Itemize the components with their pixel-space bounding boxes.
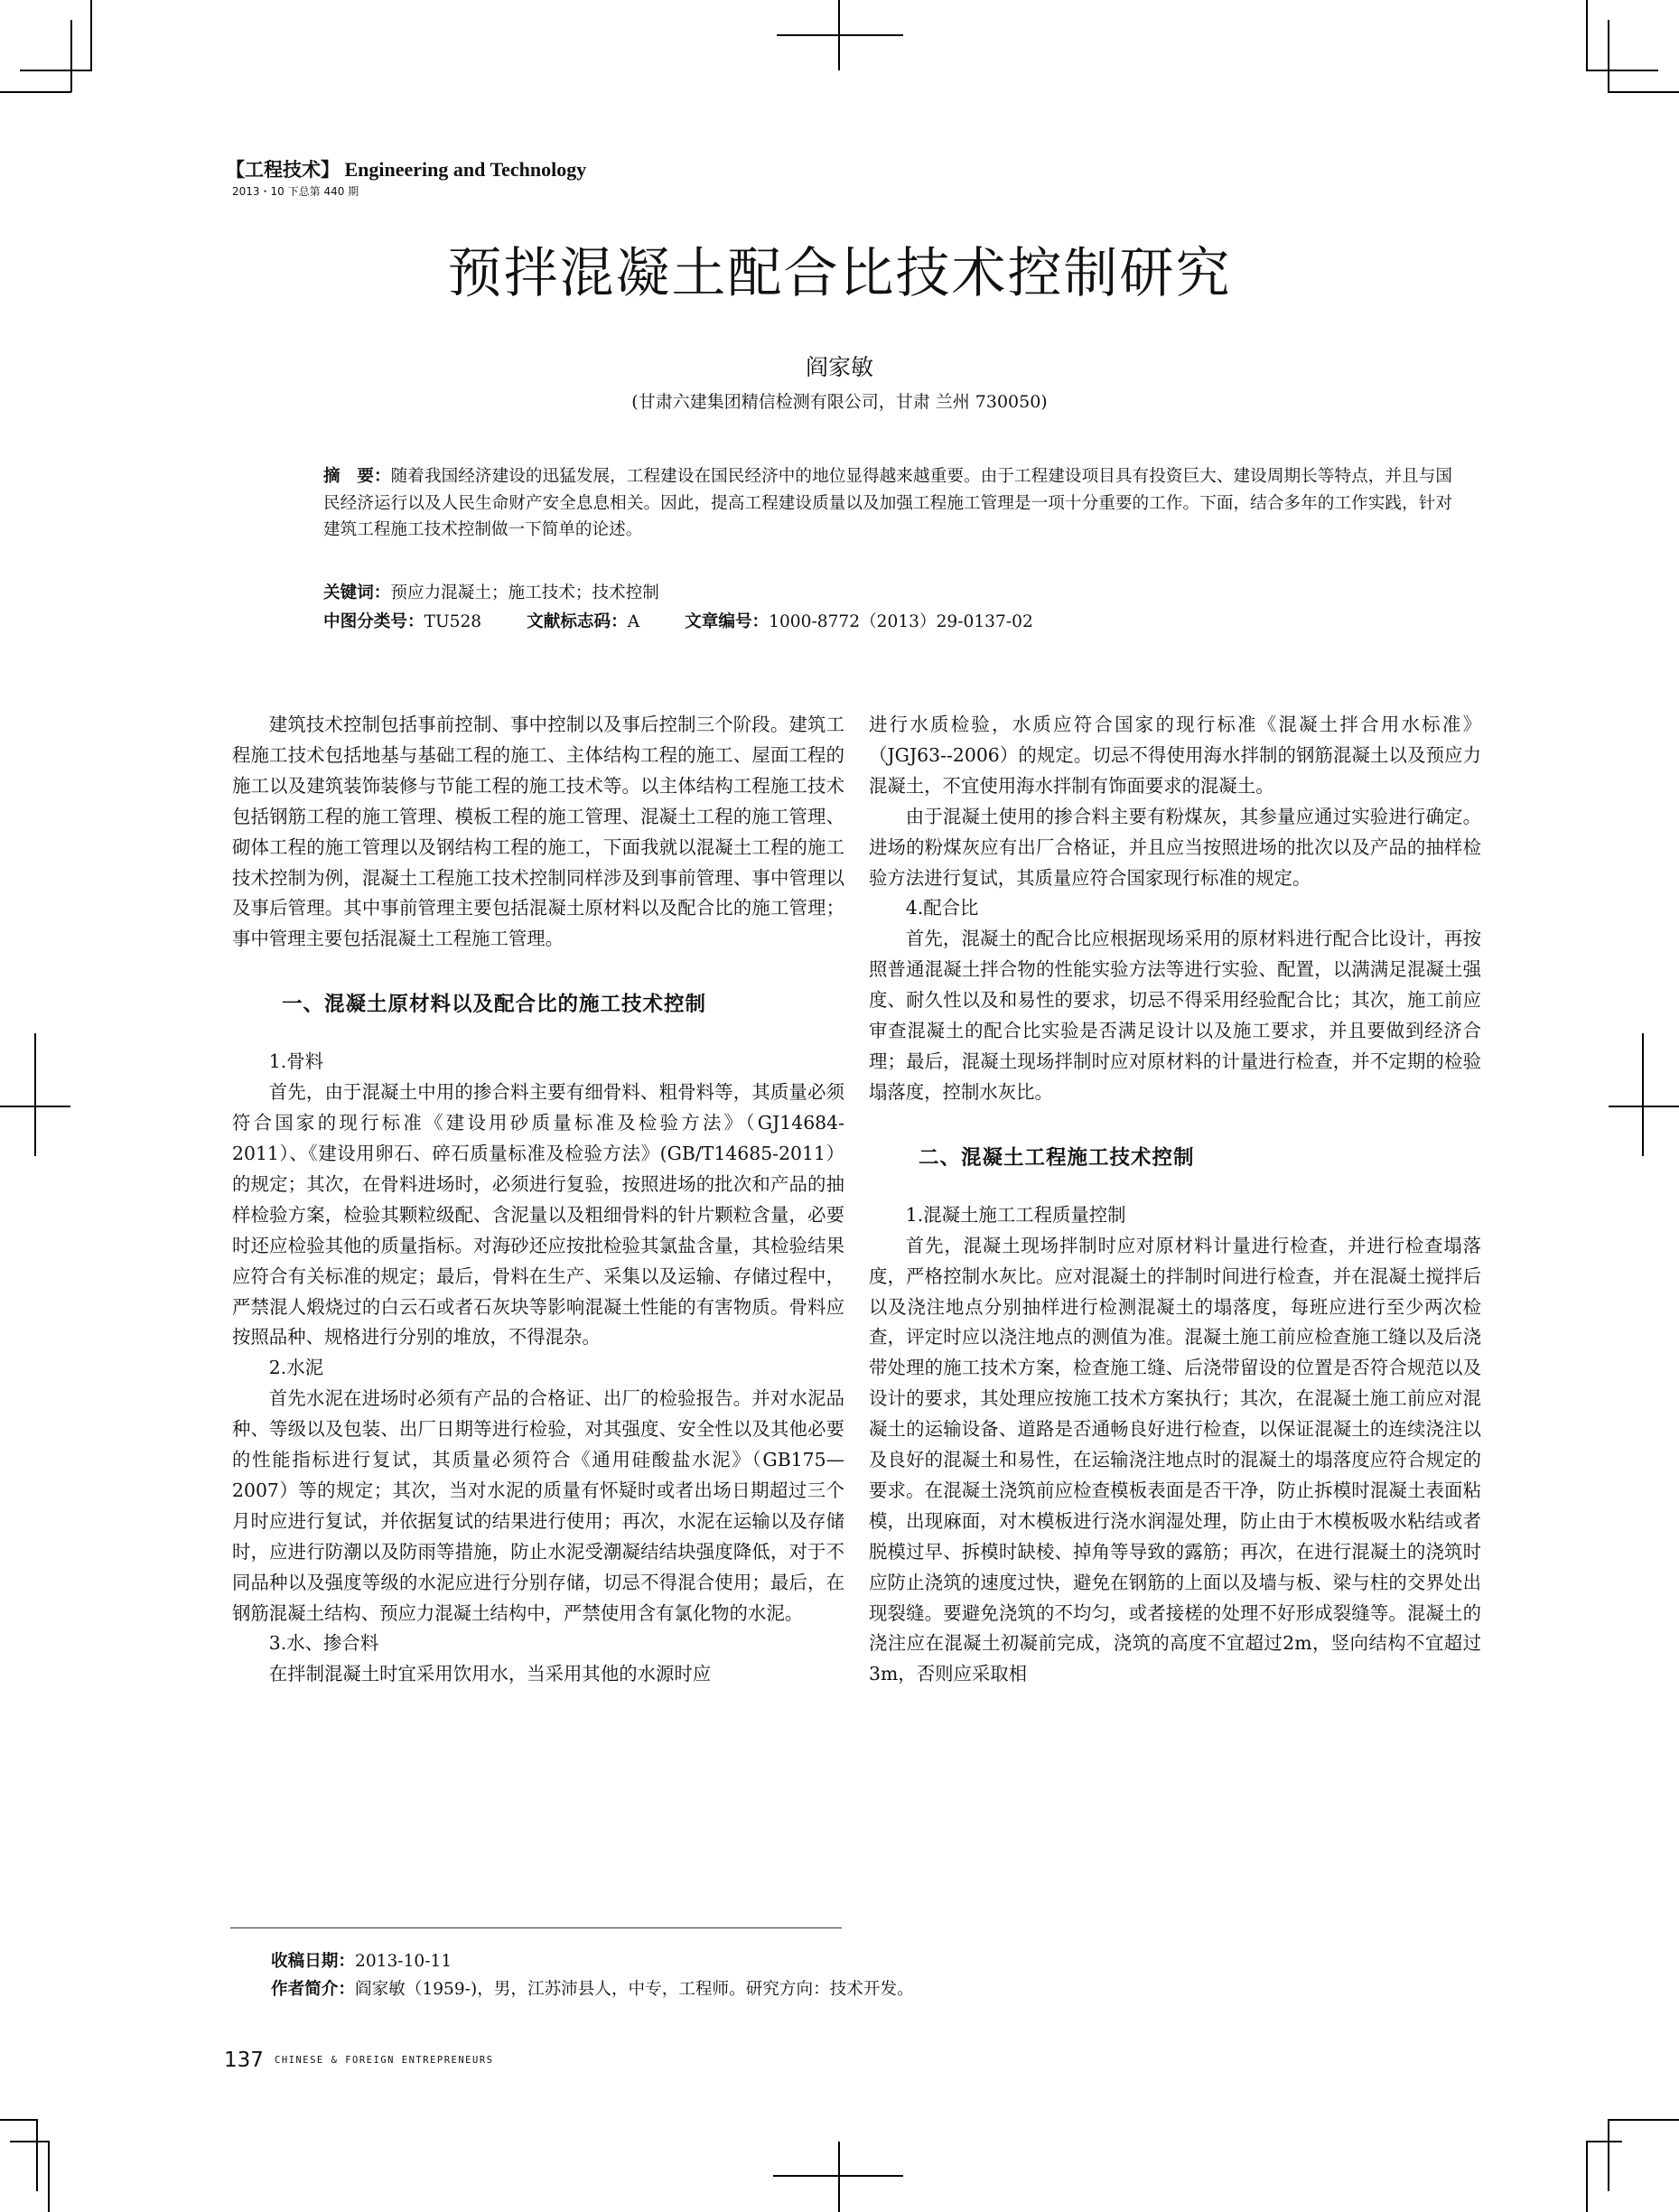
subsection-1-3-heading: 3.水、掺合料: [268, 1632, 379, 1655]
crop-mark: [1586, 70, 1658, 71]
article-no-value: 1000-8772（2013）29-0137-02: [769, 612, 1033, 631]
subsection-1-3-text2: 由于混凝土使用的掺合料主要有粉煤灰，其参量应通过实验进行确定。进场的粉煤灰应有出厂合格证，并且应当按照进场的批次以及产品的抽样检验方法进行复试，其质量应符合国家现行标准的规定。: [869, 805, 1481, 889]
crop-mark: [1586, 2141, 1588, 2212]
subsection-2-1-heading: 1.混凝土施工工程质量控制: [905, 1203, 1126, 1226]
body-column-right: [869, 710, 1481, 1690]
bio-label: 作者简介：: [271, 1980, 355, 1999]
body-column-left: [232, 710, 844, 1690]
section-header-en: Engineering and Technology: [344, 158, 587, 181]
subsection-1-3-text: 在拌制混凝土时宜采用饮用水，当采用其他的水源时应: [268, 1663, 712, 1685]
doc-code-label: 文献标志码：: [527, 612, 628, 631]
page-number: 137: [224, 2049, 264, 2072]
crop-mark: [0, 1106, 70, 1107]
subsection-1-2-heading: 2.水泥: [268, 1357, 324, 1379]
classification-line: [323, 609, 1033, 632]
subsection-2-1-text: 首先，混凝土现场拌制时应对原材料计量进行检查，并进行检查塌落度，严格控制水灰比。应对混凝土的拌制时间进行检查，并在混凝土搅拌后以及浇注地点分别抽样进行检测混凝土的塌落度，每班应进行至少两次检查，评定时应以浇注地点的测值为准。混凝土施工前应检查施工缝以及后浇带处理的施工技术方案，检查施工缝、后浇带留设的位置是否符合规范以及设计的要求，其处理应按施工技术方案执行；其次，在混凝土施工前应对混凝土的运输设备、道路是否通畅良好进行检查，以保证混凝土的连续浇注以及良好的混凝土和易性，在运输浇注地点时的混凝土的塌落度应符合规定的要求。在混凝土浇筑前应检查模板表面是否干净，防止拆模时混凝土表面粘模，出现麻面，对木模板进行浇水润湿处理，防止由于木模板吸水粘结或者脱模过早、拆模时缺棱、掉角等导致的露筋；再次，在进行混凝土的浇筑时应防止浇筑的速度过快，避免在钢筋的上面以及墙与板、梁与柱的交界处出现裂缝。要避免浇筑的不均匀，或者接槎的处理不好形成裂缝等。混凝土的浇注应在混凝土初凝前完成，浇筑的高度不宜超过2m，竖向结构不宜超过3m，否则应采取相: [869, 1234, 1481, 1685]
subsection-1-4-heading: 4.配合比: [905, 897, 979, 919]
received-date-line: [271, 1948, 452, 1972]
clc-label: 中图分类号：: [323, 612, 424, 631]
subsection-1-1-text: 首先，由于混凝土中用的掺合料主要有细骨料、粗骨料等，其质量必须符合国家的现行标准《建设用砂质量标准及检验方法》（GJ14684-2011）、《建设用卵石、碎石质量标准及检验方法》(GB/T14685-2011）的规定；其次，在骨料进场时，必须进行复验，按照进场的批次和产品的抽样检验方案，检验其颗粒级配、含泥量以及粗细骨料的针片颗粒含量，必要时还应检验其他的质量指标。对海砂还应按批检验其氯盐含量，其检验结果应符合有关标准的规定；最后，骨料在生产、采集以及运输、存储过程中，严禁混人煅烧过的白云石或者石灰块等影响混凝土性能的有害物质。骨料应按照品种、规格进行分别的堆放，不得混杂。: [232, 1081, 845, 1349]
crop-mark: [1609, 1106, 1679, 1107]
abstract-text: 随着我国经济建设的迅猛发展，工程建设在国民经济中的地位显得越来越重要。由于工程建设项目具有投资巨大、建设周期长等特点，并且与国民经济运行以及人民生命财产安全息息相关。因此，提高工程建设质量以及加强工程施工管理是一项十分重要的工作。下面，结合多年的工作实践，针对建筑工程施工技术控制做一下简单的论述。: [323, 467, 1452, 539]
section-header-cn: 【工程技术】: [226, 159, 340, 181]
clc-value: TU528: [424, 612, 482, 631]
section-1-heading: 一、混凝土原材料以及配合比的施工技术控制: [282, 993, 707, 1017]
crop-mark: [1586, 0, 1588, 70]
journal-name: CHINESE & FOREIGN ENTREPRENEURS: [275, 2055, 494, 2066]
crop-mark: [1608, 2119, 1609, 2191]
author-bio-line: [271, 1976, 914, 2000]
subsection-1-2-text: 首先水泥在进场时必须有产品的合格证、出厂的检验报告。并对水泥品种、等级以及包装、出厂日期等进行检验，对其强度、安全性以及其他必要的性能指标进行复试，其质量必须符合《通用硅酸盐水泥》（GB175—2007）等的规定；其次，当对水泥的质量有怀疑时或者出场日期超过三个月时应进行复试，并依据复试的结果进行使用；再次，水泥在运输以及存储时，应进行防潮以及防雨等措施，防止水泥受潮凝结结块强度降低，对于不同品种以及强度等级的水泥应进行分别存储，切忌不得混合使用；最后，在钢筋混凝土结构、预应力混凝土结构中，严禁使用含有氯化物的水泥。: [232, 1387, 844, 1624]
received-date: 2013-10-11: [354, 1952, 452, 1971]
crop-mark: [1642, 1033, 1644, 1156]
crop-mark: [0, 91, 71, 93]
crop-mark: [90, 0, 92, 70]
subsection-1-1-heading: 1.骨料: [268, 1050, 324, 1073]
section-2-heading: 二、混凝土工程施工技术控制: [919, 1145, 1195, 1170]
author-bio: 阎家敏（1959-)，男，江苏沛县人，中专，工程师。研究方向：技术开发。: [354, 1980, 914, 1999]
received-label: 收稿日期：: [271, 1952, 355, 1971]
section-header: [226, 155, 586, 182]
crop-mark: [1608, 20, 1609, 92]
abstract: [323, 463, 1452, 544]
crop-mark: [36, 2119, 38, 2191]
doc-code-value: A: [627, 612, 640, 631]
crop-mark: [773, 2175, 903, 2177]
crop-mark: [1608, 91, 1679, 93]
subsection-1-4-text: 首先，混凝土的配合比应根据现场采用的原材料进行配合比设计，再按照普通混凝土拌合物的性能实验方法等进行实验、配置，以满满足混凝土强度、耐久性以及和易性的要求，切忌不得采用经验配合比；其次，施工前应审查混凝土的配合比实验是否满足设计以及施工要求，并且要做到经济合理；最后，混凝土现场拌制时应对原材料的计量进行检查，并不定期的检验塌落度，控制水灰比。: [869, 928, 1481, 1103]
crop-mark: [70, 20, 72, 92]
crop-mark: [777, 34, 903, 36]
issue-info: 2013・10 下总第 440 期: [232, 185, 359, 198]
keywords-line: [323, 580, 659, 603]
crop-mark: [10, 2141, 49, 2142]
footnote-separator: [230, 1927, 842, 1928]
keywords: 预应力混凝土；施工技术；技术控制: [390, 583, 659, 602]
crop-mark: [34, 1033, 36, 1156]
abstract-label: 摘 要：: [323, 467, 391, 486]
crop-mark: [1586, 2141, 1622, 2142]
keywords-label: 关键词：: [323, 583, 391, 602]
subsection-1-3-text-continued: 进行水质检验，水质应符合国家的现行标准《混凝土拌合用水标准》（JGJ63--2006）的规定。切忌不得使用海水拌制的钢筋混凝土以及预应力混凝土，不宜使用海水拌制有饰面要求的混凝土。: [869, 714, 1481, 797]
crop-mark: [1608, 2119, 1679, 2121]
article-author: 阎家敏: [805, 354, 873, 380]
crop-mark: [838, 2142, 840, 2212]
crop-mark: [0, 2119, 37, 2121]
crop-mark: [48, 2141, 50, 2212]
crop-mark: [20, 70, 92, 71]
author-affiliation: (甘肃六建集团精信检测有限公司，甘肃 兰州 730050): [631, 392, 1048, 412]
article-no-label: 文章编号：: [685, 612, 770, 631]
intro-paragraph: 建筑技术控制包括事前控制、事中控制以及事后控制三个阶段。建筑工程施工技术包括地基与基础工程的施工、主体结构工程的施工、屋面工程的施工以及建筑装饰装修与节能工程的施工技术等。以主体结构工程施工技术包括钢筋工程的施工管理、模板工程的施工管理、混凝土工程的施工管理、砌体工程的施工管理以及钢结构工程的施工，下面我就以混凝土工程的施工技术控制为例，混凝土工程施工技术控制同样涉及到事前管理、事中管理以及事后管理。其中事前管理主要包括混凝土原材料以及配合比的施工管理；事中管理主要包括混凝土工程施工管理。: [232, 714, 844, 950]
article-title: 预拌混凝土配合比技术控制研究: [447, 242, 1232, 305]
